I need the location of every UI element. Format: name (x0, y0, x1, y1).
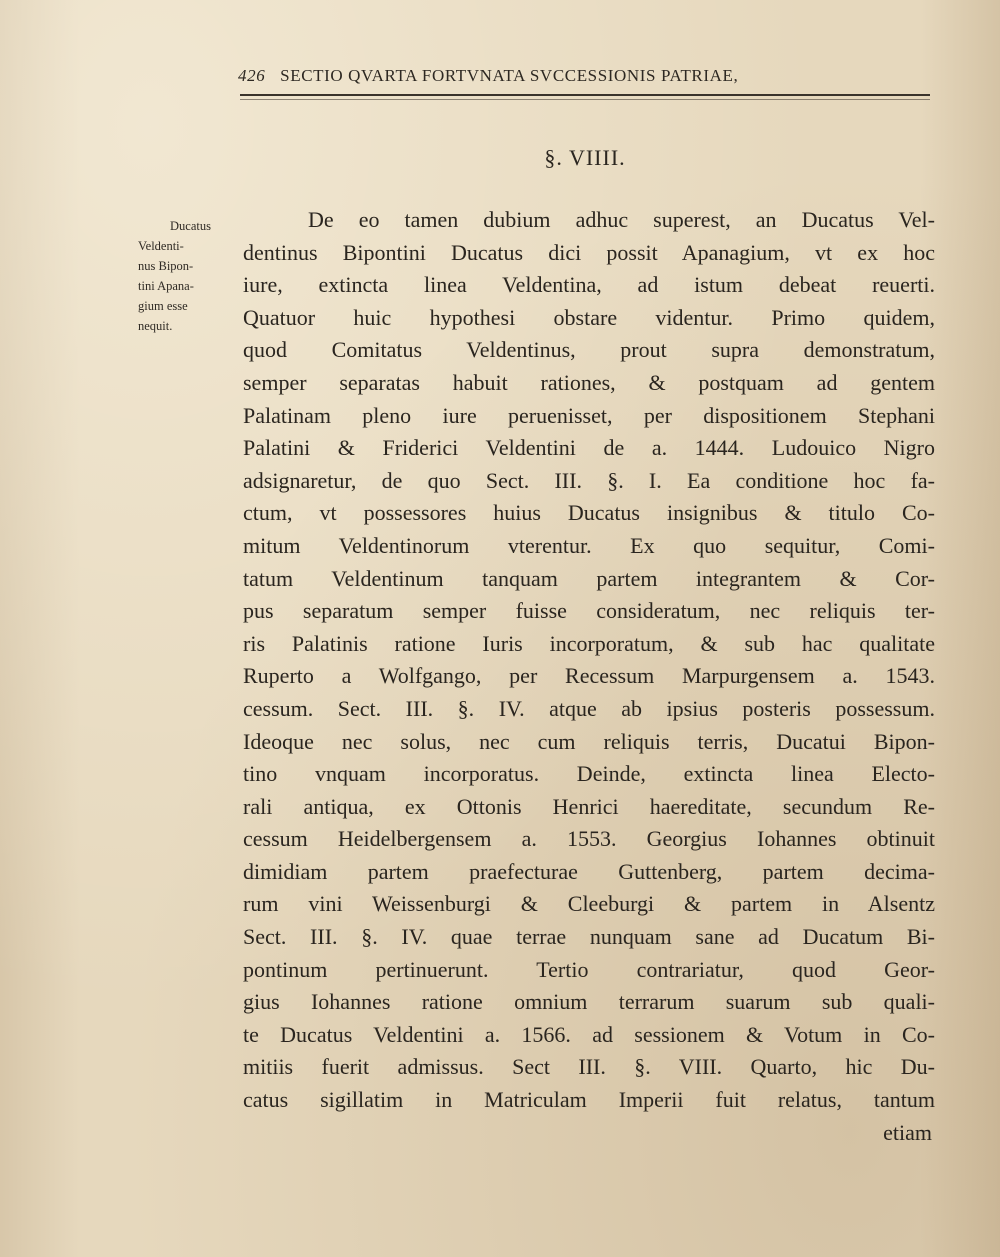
marginal-note-line: nequit. (138, 319, 173, 333)
marginal-note-line: gium esse (138, 299, 188, 313)
text-line: Palatini & Friderici Veldentini de a. 1444. Ludouico Nigro (243, 435, 935, 461)
text-line: mitiis fuerit admissus. Sect III. §. VIII. Quarto, hic Du- (243, 1054, 935, 1080)
text-line: cessum Heidelbergensem a. 1553. Georgius Iohannes obtinuit (243, 826, 935, 852)
text-line: Ideoque nec solus, nec cum reliquis terris, Ducatui Bipon- (243, 728, 935, 754)
text-line: adsignaretur, de quo Sect. III. §. I. Ea conditione hoc fa- (243, 467, 935, 493)
marginal-note (138, 216, 238, 336)
text-line: pus separatum semper fuisse consideratum, nec reliquis ter- (243, 598, 935, 624)
text-line: dimidiam partem praefecturae Guttenberg, partem decima- (243, 858, 935, 884)
text-line: rum vini Weissenburgi & Cleeburgi & partem in Alsentz (243, 891, 935, 917)
text-line: ctum, vt possessores huius Ducatus insignibus & titulo Co- (243, 500, 935, 526)
page-number: 426 (238, 66, 266, 85)
running-head-title: SECTIO QVARTA FORTVNATA SVCCESSIONIS PATRIAE, (280, 66, 739, 85)
text-line: mitum Veldentinorum vterentur. Ex quo sequitur, Comi- (243, 532, 935, 558)
text-line: Ruperto a Wolfgango, per Recessum Marpurgensem a. 1543. (243, 663, 935, 689)
text-line: dentinus Bipontini Ducatus dici possit Apanagium, vt ex hoc (243, 239, 935, 265)
text-line: De eo tamen dubium adhuc superest, an Ducatus Vel- (308, 207, 935, 232)
header-rule-thin (240, 99, 930, 100)
text-line: gius Iohannes ratione omnium terrarum suarum sub quali- (243, 989, 935, 1015)
text-line: iure, extincta linea Veldentina, ad istum debeat reuerti. (243, 272, 935, 298)
running-head (238, 66, 930, 86)
text-line: quod Comitatus Veldentinus, prout supra demonstratum, (243, 337, 935, 363)
text-line: Palatinam pleno iure peruenisset, per dispositionem Stephani (243, 402, 935, 428)
catchword: etiam (883, 1120, 932, 1145)
header-rule (240, 94, 930, 96)
text-line: semper separatas habuit rationes, & postquam ad gentem (243, 369, 935, 395)
text-line: Sect. III. §. IV. quae terrae nunquam sane ad Ducatum Bi- (243, 924, 935, 950)
text-line: ris Palatinis ratione Iuris incorporatum, & sub hac qualitate (243, 630, 935, 656)
text-line: Quatuor huic hypothesi obstare videntur. Primo quidem, (243, 304, 935, 330)
text-line: catus sigillatim in Matriculam Imperii fuit relatus, tantum (243, 1087, 935, 1113)
text-line: cessum. Sect. III. §. IV. atque ab ipsius posteris possessum. (243, 695, 935, 721)
text-line: tatum Veldentinum tanquam partem integrantem & Cor- (243, 565, 935, 591)
text-line: tino vnquam incorporatus. Deinde, extincta linea Electo- (243, 761, 935, 787)
marginal-note-line: Veldenti- (138, 239, 184, 253)
text-line: te Ducatus Veldentini a. 1566. ad sessionem & Votum in Co- (243, 1021, 935, 1047)
text-line: pontinum pertinuerunt. Tertio contrariatur, quod Geor- (243, 956, 935, 982)
section-heading: §. VIIII. (544, 145, 626, 170)
marginal-note-line: tini Apana- (138, 279, 194, 293)
marginal-note-line: nus Bipon- (138, 259, 194, 273)
marginal-note-line: Ducatus (170, 219, 211, 233)
body-text (243, 204, 935, 1117)
text-line: rali antiqua, ex Ottonis Henrici haereditate, secundum Re- (243, 793, 935, 819)
